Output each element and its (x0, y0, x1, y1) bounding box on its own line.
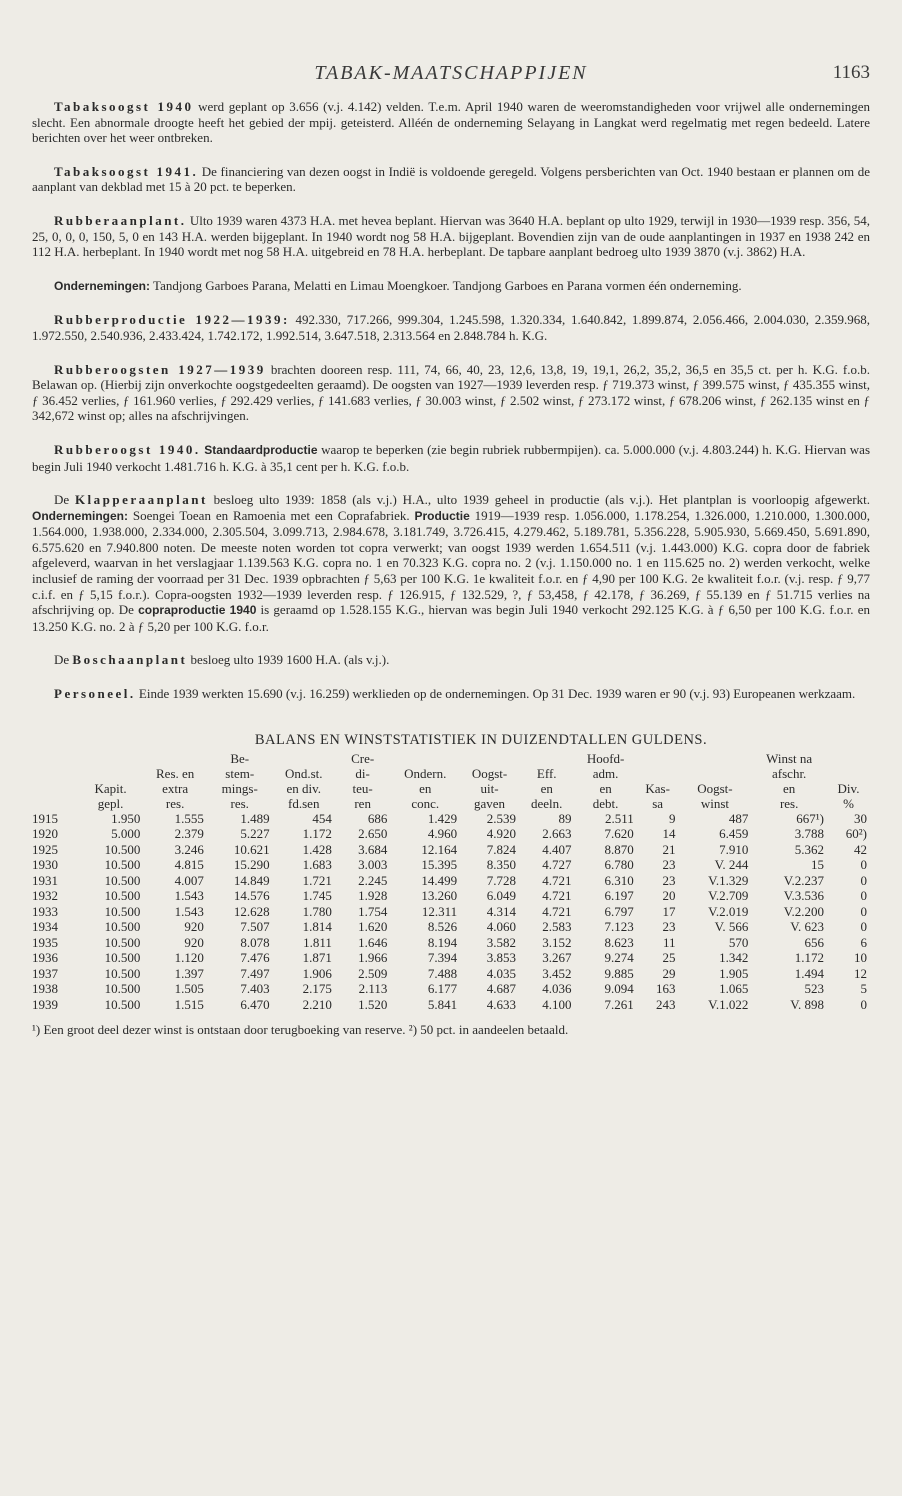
table-cell: 7.728 (486, 872, 516, 888)
table-cell-year: 1938 (32, 981, 58, 997)
table-cell: 20 (662, 888, 676, 904)
table-cell: 1.780 (302, 903, 332, 919)
table-header-cell: Hoofd- adm. en debt. (586, 750, 625, 811)
paragraph-heading: Rubberaanplant. (54, 212, 187, 228)
paragraph-text: is geraamd op 1.528.155 K.G., hiervan was begin Juli 1940 verkocht 292.125 K.G. à ƒ 6,50 per 100 K.G. f.o.r. en 13.250 K.G. no. 2 à ƒ 5,20 per 100 K.G. f.o.r. (32, 602, 870, 634)
table-cell: 5.000 (111, 826, 141, 842)
table-cell: 1.905 (719, 965, 749, 981)
table-cell: 3.853 (486, 950, 516, 966)
paragraph-tabaksoogst-1941 (32, 164, 870, 195)
table-cell: 2.175 (302, 981, 332, 997)
table-cell: 21 (662, 841, 676, 857)
table-cell: 3.452 (542, 965, 572, 981)
table-row (32, 842, 870, 858)
table-cell: 1.342 (719, 950, 749, 966)
table-cell: 5.227 (240, 826, 270, 842)
table-cell: 8.526 (427, 919, 458, 935)
table-cell: 4.721 (542, 888, 572, 904)
table-cell: 0 (860, 872, 867, 888)
table-cell: 1.489 (240, 810, 270, 826)
table-row (32, 857, 870, 873)
table-cell: 1.814 (302, 919, 332, 935)
table-header-cell: Div. % (837, 780, 860, 811)
table-cell: 10.621 (233, 841, 270, 857)
table-cell-year: 1930 (32, 857, 58, 873)
table-cell: V.2.237 (783, 872, 825, 888)
table-cell: V.2.200 (783, 903, 825, 919)
table-cell: 1.950 (111, 810, 141, 826)
table-cell: 523 (804, 981, 825, 997)
table-cell: 0 (860, 888, 867, 904)
table-cell: 163 (656, 981, 676, 997)
table-cell: 667¹) (796, 810, 825, 826)
table-cell: 4.060 (486, 919, 516, 935)
table-cell: 1.646 (358, 934, 388, 950)
table-cell: 6.470 (240, 996, 270, 1012)
table-cell: 4.035 (486, 965, 516, 981)
table-cell: 1.754 (358, 903, 388, 919)
table-cell: 15.395 (421, 857, 458, 873)
table-cell: 0 (860, 903, 867, 919)
table-cell: 2.245 (358, 872, 388, 888)
table-cell: 12.628 (233, 903, 270, 919)
table-header-cell: Kapit. gepl. (94, 780, 127, 811)
table-cell: 15 (811, 857, 825, 873)
table-header-row (32, 751, 870, 811)
table-cell: 3.684 (358, 841, 388, 857)
table-cell: 9.274 (604, 950, 634, 966)
table-cell: 17 (662, 903, 676, 919)
paragraph-heading: Rubberoogst 1940. (54, 441, 201, 457)
table-cell: 1.494 (794, 965, 825, 981)
page-header (32, 62, 870, 88)
paragraph-bold: Standaardproductie (200, 442, 318, 457)
table-cell: 570 (728, 934, 749, 950)
table-cell: 6.197 (604, 888, 634, 904)
paragraph-boschaanplant (32, 652, 870, 668)
table-cell: 656 (804, 934, 825, 950)
table-cell: V.1.329 (708, 872, 749, 888)
table-cell: 1.543 (174, 903, 204, 919)
table-cell: 7.394 (427, 950, 458, 966)
table-cell: 14.849 (233, 872, 270, 888)
paragraph-text: Soengei Toean en Ramoenia met een Coprafabriek. (128, 507, 415, 523)
table-cell: 4.687 (486, 981, 516, 997)
table-header-cell: Oogst- winst (697, 780, 733, 811)
table-cell: 8.194 (427, 934, 458, 950)
table-cell: 7.497 (240, 965, 270, 981)
paragraph-rubberoogsten (32, 362, 870, 424)
table-cell: 1.906 (302, 965, 332, 981)
table-cell: 5 (860, 981, 867, 997)
table-header-cell: Be- stem- mings- res. (221, 750, 258, 811)
table-cell: 1.928 (358, 888, 388, 904)
table-cell: 1.505 (174, 981, 204, 997)
table-cell-year: 1933 (32, 903, 58, 919)
statistics-table (32, 751, 870, 1013)
table-cell: 3.582 (486, 934, 516, 950)
table-cell: 14 (662, 826, 676, 842)
table-cell: 1.543 (174, 888, 204, 904)
table-cell: 5.362 (794, 841, 825, 857)
table-cell: 2.509 (358, 965, 388, 981)
paragraph-text: Tandjong Garboes Parana, Melatti en Limau Moengkoer. Tandjong Garboes en Parana vormen één onderneming. (150, 277, 742, 293)
table-cell: 11 (663, 934, 676, 950)
table-cell: 8.350 (486, 857, 516, 873)
table-cell: 1.429 (427, 810, 458, 826)
paragraph-text: besloeg ulto 1939: 1858 (als v.j.) H.A., ulto 1939 geheel in productie (als v.j.). Het plantplan is voorloopig afgewerkt. (207, 492, 870, 508)
table-cell: 25 (662, 950, 676, 966)
table-cell: 2.663 (542, 826, 572, 842)
table-cell: 2.113 (358, 981, 388, 997)
table-cell: 7.123 (604, 919, 634, 935)
table-header-cell: Oogst- uit- gaven (471, 765, 508, 811)
table-cell: 89 (558, 810, 572, 826)
table-cell: 2.650 (358, 826, 388, 842)
table-cell-year: 1920 (32, 826, 58, 842)
table-cell: 6 (860, 934, 867, 950)
table-cell: 12 (854, 965, 867, 981)
table-row (32, 873, 870, 889)
table-cell-year: 1934 (32, 919, 58, 935)
table-cell: 7.476 (240, 950, 270, 966)
table-cell-year: 1937 (32, 965, 58, 981)
table-cell: 1.871 (302, 950, 332, 966)
table-cell: 3.267 (542, 950, 572, 966)
table-cell: 5.841 (427, 996, 458, 1012)
page-number: 1163 (832, 62, 870, 83)
table-cell: 10 (854, 950, 867, 966)
table-cell: 42 (854, 841, 867, 857)
table-row (32, 935, 870, 951)
paragraph-heading: Rubberoogsten 1927—1939 (54, 361, 266, 377)
table-cell: 7.488 (427, 965, 458, 981)
table-header-cell: Ondern. en conc. (404, 765, 447, 811)
paragraph-klapperaanplant (32, 492, 870, 634)
table-cell: 15.290 (233, 857, 270, 873)
table-cell: V.2.019 (708, 903, 749, 919)
table-header-cell: Winst na afschr. en res. (766, 750, 813, 811)
table-cell: 9.094 (604, 981, 634, 997)
paragraph-heading: Rubberproductie 1922—1939: (54, 312, 290, 328)
table-cell-year: 1925 (32, 841, 58, 857)
paragraph-tabaksoogst-1940 (32, 99, 870, 146)
table-cell: 4.721 (542, 872, 572, 888)
table-header-cell: Res. en extra res. (156, 765, 195, 811)
paragraph-text: 1919—1939 resp. 1.056.000, 1.178.254, 1.326.000, 1.210.000, 1.300.000, 1.564.000, 1.938.000, 2.334.000, 2.305.504, 3.099.713, 2.984.678, 3.181.749, 3.726.415, 4.279.462, 5.189.781, 5.356.228, 5.905.930, 5.669.450, 5.691.890, 6.575.620 en 7.940.800 noten. De meeste noten worden tot copra verwerkt; van oogst 1939 werden 1.654.511 (v.j. 1.443.000) K.G. copra door de fabriek afgeleverd, waarvan in het verslagjaar 1.139.563 K.G. copra no. 1 en 70.323 K.G. copra no. 2 (v.j. 1.150.000 no. 1 en 115.625 no. 2) werden verkocht, welke inclusief de raming der voorraad per 31 Dec. 1939 opbrachten ƒ 5,63 per 100 K.G. 1e kwaliteit f.o.r. en ƒ 4,90 per 100 K.G. 2e kwaliteit f.o.r. (v.j. resp. ƒ 9,77 c.i.f. en ƒ 5,15 f.o.r.). Copra-oogsten 1932—1939 leverden resp. ƒ 126.915, ƒ 132.529, ?, ƒ 53,458, ƒ 42.178, ƒ 36.269, ƒ 55.139 en ƒ 51.715 verlies na afschrijving op. De (32, 507, 870, 618)
table-cell: 4.100 (542, 996, 572, 1012)
table-cell: 8.623 (604, 934, 634, 950)
paragraph-text: 492.330, 717.266, 999.304, 1.245.598, 1.320.334, 1.640.842, 1.899.874, 2.056.466, 2.004.030, 2.359.968, 1.972.550, 2.540.936, 2.433.424, 1.742.172, 1.992.514, 3.647.518, 2.313.564 en 2.848.784 h. K.G. (32, 312, 870, 343)
table-cell: 4.036 (542, 981, 572, 997)
table-cell: 1.811 (303, 934, 332, 950)
table-cell: 6.177 (427, 981, 458, 997)
table-cell: 2.539 (486, 810, 516, 826)
table-cell: 4.727 (542, 857, 572, 873)
table-cell: 4.314 (486, 903, 516, 919)
table-cell: 60²) (845, 826, 867, 842)
table-cell: 6.780 (604, 857, 634, 873)
table-cell: 2.210 (302, 996, 332, 1012)
table-cell: 23 (662, 872, 676, 888)
running-title: TABAK-MAATSCHAPPIJEN (314, 62, 588, 84)
table-cell: 10.500 (104, 934, 141, 950)
table-cell: 6.459 (719, 826, 749, 842)
table-header-cell: Cre- di- teu- ren (351, 750, 375, 811)
table-cell: 3.152 (542, 934, 572, 950)
table-cell: 2.379 (174, 826, 204, 842)
table-cell: 7.910 (719, 841, 749, 857)
table-cell: 1.515 (174, 996, 204, 1012)
paragraph-heading: Personeel. (54, 686, 136, 702)
table-cell: 30 (854, 810, 867, 826)
table-cell: 10.500 (104, 888, 141, 904)
table-row (32, 888, 870, 904)
table-cell: 23 (662, 857, 676, 873)
table-cell: 1.620 (358, 919, 388, 935)
table-cell: V.3.536 (783, 888, 825, 904)
table-cell: 10.500 (104, 857, 141, 873)
table-row (32, 981, 870, 997)
table-cell: 1.555 (174, 810, 204, 826)
table-cell: 3.003 (358, 857, 388, 873)
table-row (32, 919, 870, 935)
table-cell: 10.500 (104, 965, 141, 981)
paragraph-pre: De (54, 492, 75, 508)
table-title: BALANS EN WINSTSTATISTIEK IN DUIZENDTALLEN GULDENS. (254, 731, 708, 748)
table-cell: 7.824 (486, 841, 516, 857)
table-cell: 13.260 (421, 888, 458, 904)
table-cell: 4.815 (174, 857, 204, 873)
table-cell: 1.065 (719, 981, 749, 997)
paragraph-rubberoogst-1940 (32, 442, 870, 474)
table-cell: 1.428 (302, 841, 332, 857)
table-header-cell: Eff. en deeln. (531, 765, 563, 811)
table-cell: 2.583 (542, 919, 572, 935)
table-cell: 12.311 (421, 903, 458, 919)
table-cell: 1.172 (794, 950, 825, 966)
table-cell: V. 898 (790, 996, 825, 1012)
paragraph-rubberproductie (32, 312, 870, 343)
table-cell: 7.620 (604, 826, 634, 842)
table-cell: 10.500 (104, 872, 141, 888)
table-header-cell (32, 751, 78, 811)
table-cell: 487 (728, 810, 749, 826)
table-cell: 3.788 (794, 826, 825, 842)
paragraph-text: besloeg ulto 1939 1600 H.A. (als v.j.). (187, 652, 390, 668)
paragraph-bold: copraproductie 1940 (138, 603, 257, 618)
table-cell: 7.403 (240, 981, 270, 997)
table-cell: 686 (367, 810, 388, 826)
paragraph-rubberaanplant (32, 213, 870, 260)
table-cell: 6.797 (604, 903, 634, 919)
table-cell: 10.500 (104, 981, 141, 997)
paragraph-heading: Ondernemingen: (54, 278, 151, 293)
table-row (32, 950, 870, 966)
table-cell-year: 1939 (32, 996, 58, 1012)
table-cell: 10.500 (104, 903, 141, 919)
table-cell: V.1.022 (708, 996, 749, 1012)
paragraph-pre: De (54, 652, 73, 668)
paragraph-heading: Tabaksoogst 1940 (54, 99, 194, 114)
table-cell-year: 1931 (32, 872, 58, 888)
paragraph-bold: Productie (414, 508, 470, 523)
table-cell: 0 (860, 996, 867, 1012)
paragraph-heading: Boschaanplant (72, 652, 188, 668)
table-cell: 1.683 (302, 857, 332, 873)
table-cell: 2.511 (604, 810, 634, 826)
table-cell-year: 1915 (32, 810, 58, 826)
table-row (32, 826, 870, 842)
table-cell: 1.520 (358, 996, 388, 1012)
table-cell: 6.049 (486, 888, 516, 904)
table-cell: 14.576 (233, 888, 270, 904)
table-cell: 12.164 (421, 841, 458, 857)
table-header-cell: Kas- sa (645, 780, 670, 811)
table-cell: 3.246 (174, 841, 204, 857)
paragraph-ondernemingen (32, 278, 870, 295)
page-content (32, 99, 870, 1038)
table-cell: 29 (662, 965, 676, 981)
table-cell: 23 (662, 919, 676, 935)
table-cell: 454 (312, 810, 332, 826)
paragraph-bold: Ondernemingen: (32, 508, 129, 523)
table-cell: 4.920 (486, 826, 516, 842)
table-cell: 9.885 (604, 965, 634, 981)
table-row (32, 811, 870, 827)
table-cell: V. 623 (790, 919, 825, 935)
table-cell: 1.397 (174, 965, 204, 981)
table-cell: 4.633 (486, 996, 516, 1012)
table-cell: 1.966 (358, 950, 388, 966)
table-cell: 10.500 (104, 841, 141, 857)
table-cell: 4.007 (174, 872, 204, 888)
paragraph-text: brachten dooreen resp. 111, 74, 66, 40, 23, 12,6, 13,8, 19, 19,1, 26,2, 35,2, 36,5 en 35,5 ct. per h. K.G. f.o.b. Belawan op. (Hierbij zijn onverkochte oogstgedeelten geraamd). De oogsten van 1927—1939 leverden resp. ƒ 719.373 winst, ƒ 399.575 winst, ƒ 435.355 winst, ƒ 36.452 verlies, ƒ 161.960 verlies, ƒ 292.429 verlies, ƒ 141.683 verlies, ƒ 30.003 winst, ƒ 2.502 winst, ƒ 273.172 winst, ƒ 678.206 winst, ƒ 262.135 winst en ƒ 342,672 winst op; alles na afschrijvingen. (32, 361, 870, 424)
paragraph-heading: Tabaksoogst 1941. (54, 163, 199, 179)
table-cell: 920 (184, 919, 204, 935)
footnote: ¹) Een groot deel dezer winst is ontstaan door terugboeking van reserve. ²) 50 pct. in aandeelen betaald. (32, 1022, 569, 1038)
table-cell: 7.507 (240, 919, 270, 935)
paragraph-text: De financiering van dezen oogst in Indië is voldoende geregeld. Volgens persberichten van Oct. 1940 bestaan er plannen om de aanplant van dekblad met 15 à 20 pct. te beperken. (32, 163, 870, 195)
table-cell: 10.500 (104, 996, 141, 1012)
table-cell: 243 (656, 996, 676, 1012)
table-row (32, 997, 870, 1013)
table-cell: 8.078 (240, 934, 270, 950)
table-cell: 0 (860, 857, 867, 873)
paragraph-text: waarop te beperken (zie begin rubriek rubbermpijen). ca. 5.000.000 (v.j. 4.803.244) h. K.G. Hiervan was begin Juli 1940 verkocht 1.481.716 h. K.G. à 35,1 cent per h. K.G. f.o.b. (32, 441, 871, 474)
table-cell: 10.500 (104, 919, 141, 935)
table-cell-year: 1932 (32, 888, 58, 904)
table-cell: V. 566 (714, 919, 749, 935)
paragraph-text: Einde 1939 werkten 15.690 (v.j. 16.259) werklieden op de ondernemingen. Op 31 Dec. 1939 waren er 90 (v.j. 93) Europeanen werkzaam. (135, 686, 856, 702)
table-cell: V.2.709 (708, 888, 749, 904)
table-cell: 8.870 (604, 841, 634, 857)
table-cell: 1.120 (174, 950, 204, 966)
table-cell: 4.721 (542, 903, 572, 919)
table-cell: 14.499 (421, 872, 458, 888)
table-header-cell: Ond.st. en div. fd.sen (284, 765, 323, 811)
table-row (32, 966, 870, 982)
table-row (32, 904, 870, 920)
table-body (32, 811, 870, 1013)
paragraph-text: werd geplant op 3.656 (v.j. 4.142) velden. T.e.m. April 1940 waren de weeromstandigheden voor vrijwel alle ondernemingen slecht. Een abnormale droogte heeft het gebied der mpij. geteisterd. Alléén de onderneming Selayang in Langkat werd regelmatig met regen bedeeld. Latere berichten over het weer ontbreken. (32, 99, 870, 146)
table-cell: 4.407 (542, 841, 572, 857)
table-cell: 1.172 (302, 826, 332, 842)
paragraph-text: Ulto 1939 waren 4373 H.A. met hevea beplant. Hiervan was 3640 H.A. beplant op ulto 1929, terwijl in 1930—1939 resp. 356, 54, 25, 0, 0, 0, 150, 5, 0 en 143 H.A. werden bijgeplant. In 1940 wordt nog 58 H.A. bijgeplant. Bovendien zijn van de oude aanplantingen in 1937 en 1938 242 en 112 H.A. herbeplant. In 1940 wordt met nog 58 H.A. uitgebreid en 78 H.A. herbeplant. De tapbare aanplant bedroeg ulto 1939 3870 (v.j. 3862) H.A. (32, 212, 870, 260)
table-cell: 10.500 (104, 950, 141, 966)
table-cell: 1.745 (302, 888, 332, 904)
table-cell: V. 244 (714, 857, 749, 873)
table-cell: 920 (184, 934, 204, 950)
paragraph-heading: Klapperaanplant (74, 492, 208, 508)
table-cell: 0 (860, 919, 867, 935)
table-cell-year: 1935 (32, 934, 58, 950)
table-cell: 9 (669, 810, 676, 826)
table-cell: 1.721 (302, 872, 332, 888)
paragraph-personeel (32, 686, 870, 702)
table-cell-year: 1936 (32, 950, 58, 966)
table-cell: 7.261 (604, 996, 634, 1012)
table-cell: 6.310 (604, 872, 634, 888)
table-cell: 4.960 (427, 826, 458, 842)
